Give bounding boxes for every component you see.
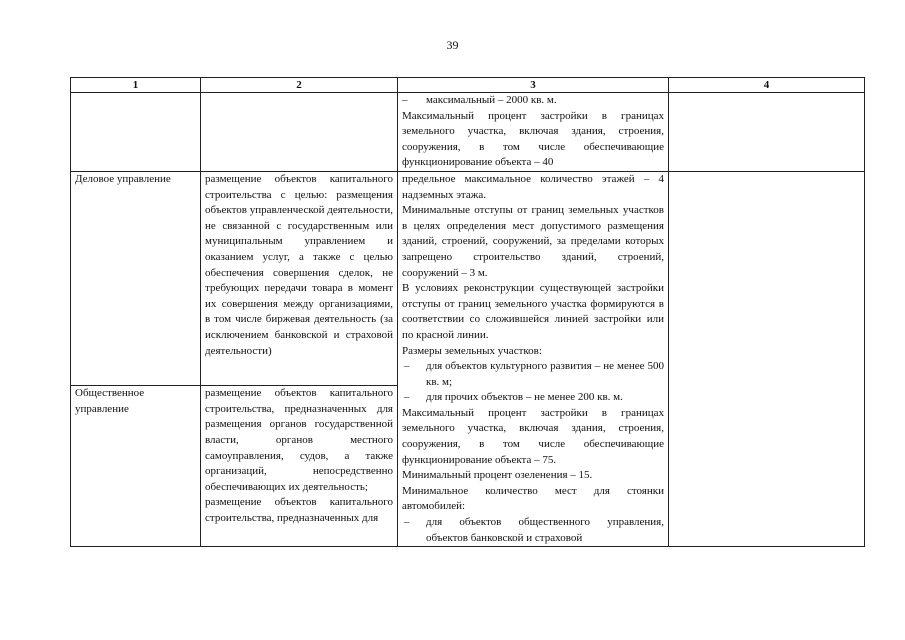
column-header-1: 1 [71, 78, 201, 93]
param-size-other: для прочих объектов – не менее 200 кв. м. [426, 391, 623, 404]
continuation-dash-text: максимальный – 2000 кв. м. [426, 94, 557, 106]
column-header-2: 2 [201, 78, 398, 93]
table-header-row [71, 78, 865, 93]
list-item [402, 93, 664, 109]
column-header-4: 4 [669, 78, 865, 93]
list-item [402, 390, 664, 406]
dash-marker: – [404, 360, 410, 373]
dash-marker: – [404, 516, 410, 529]
page-number: 39 [446, 38, 459, 52]
param-reconstruction: В условиях реконструкции существующей застройки отступы от границ земельного участка формируются в соответствии со сложившейся линией застройки или по красной линии. [402, 282, 664, 341]
cell-empty [669, 171, 865, 546]
zoning-table [70, 77, 865, 547]
use-name-delovoe: Деловое управление [71, 171, 201, 385]
param-setbacks: Минимальные отступы от границ земельных участков в целях определения мест допустимого размещения зданий, строений, сооружений, за пределами которых запрещено строительство зданий, строений, сооружений – 3 м. [402, 204, 664, 279]
param-parking-item: для объектов общественного управления, объектов банковской и страховой [426, 516, 664, 544]
cell-empty [71, 93, 201, 172]
param-max-coverage: Максимальный процент застройки в границах земельного участка, включая здания, строения, сооружения, в том числе обеспечивающие функционирование объекта – 75. [402, 406, 664, 466]
column-header-3: 3 [398, 78, 669, 93]
description-part-1: размещение объектов капитального строительства, предназначенных для размещения органов государственной власти, органов местного самоуправления, судов, а также организаций, непосредственно обеспечивающих их деятельность; [205, 387, 393, 493]
use-name-obshchestvennoe: Общественное управление [71, 386, 201, 547]
dash-marker: – [404, 391, 410, 404]
use-description-delovoe: размещение объектов капитального строительства с целью: размещения объектов управленческой деятельности, не связанной с государственным или муниципальным управлением и оказанием услуг, а также с целью обеспечения совершения сделок, не требующих передачи товара в момент их совершения между организациями, в том числе биржевая деятельность (за исключением банковской и страховой деятельности) [201, 171, 398, 385]
cell-empty [201, 93, 398, 172]
table-row [71, 171, 865, 385]
param-size-culture: для объектов культурного развития – не менее 500 кв. м; [426, 360, 664, 388]
list-item [402, 515, 664, 546]
shared-params-cell [398, 171, 669, 546]
use-description-obshchestvennoe [201, 386, 398, 547]
param-parking-title: Минимальное количество мест для стоянки автомобилей: [402, 484, 664, 513]
table-row [71, 93, 865, 172]
continuation-coverage-text: Максимальный процент застройки в границах земельного участка, включая здания, строения, сооружения, в том числе обеспечивающие функционирование объекта – 40 [402, 109, 664, 169]
description-part-2: размещение объектов капитального строительства, предназначенных для [205, 496, 393, 524]
param-min-green: Минимальный процент озеленения – 15. [402, 469, 593, 482]
param-sizes-title: Размеры земельных участков: [402, 344, 542, 357]
param-floors: предельное максимальное количество этажей – 4 надземных этажа. [402, 172, 664, 201]
dash-marker: – [402, 94, 408, 106]
continuation-params-cell [398, 93, 669, 172]
list-item [402, 359, 664, 390]
cell-empty [669, 93, 865, 172]
